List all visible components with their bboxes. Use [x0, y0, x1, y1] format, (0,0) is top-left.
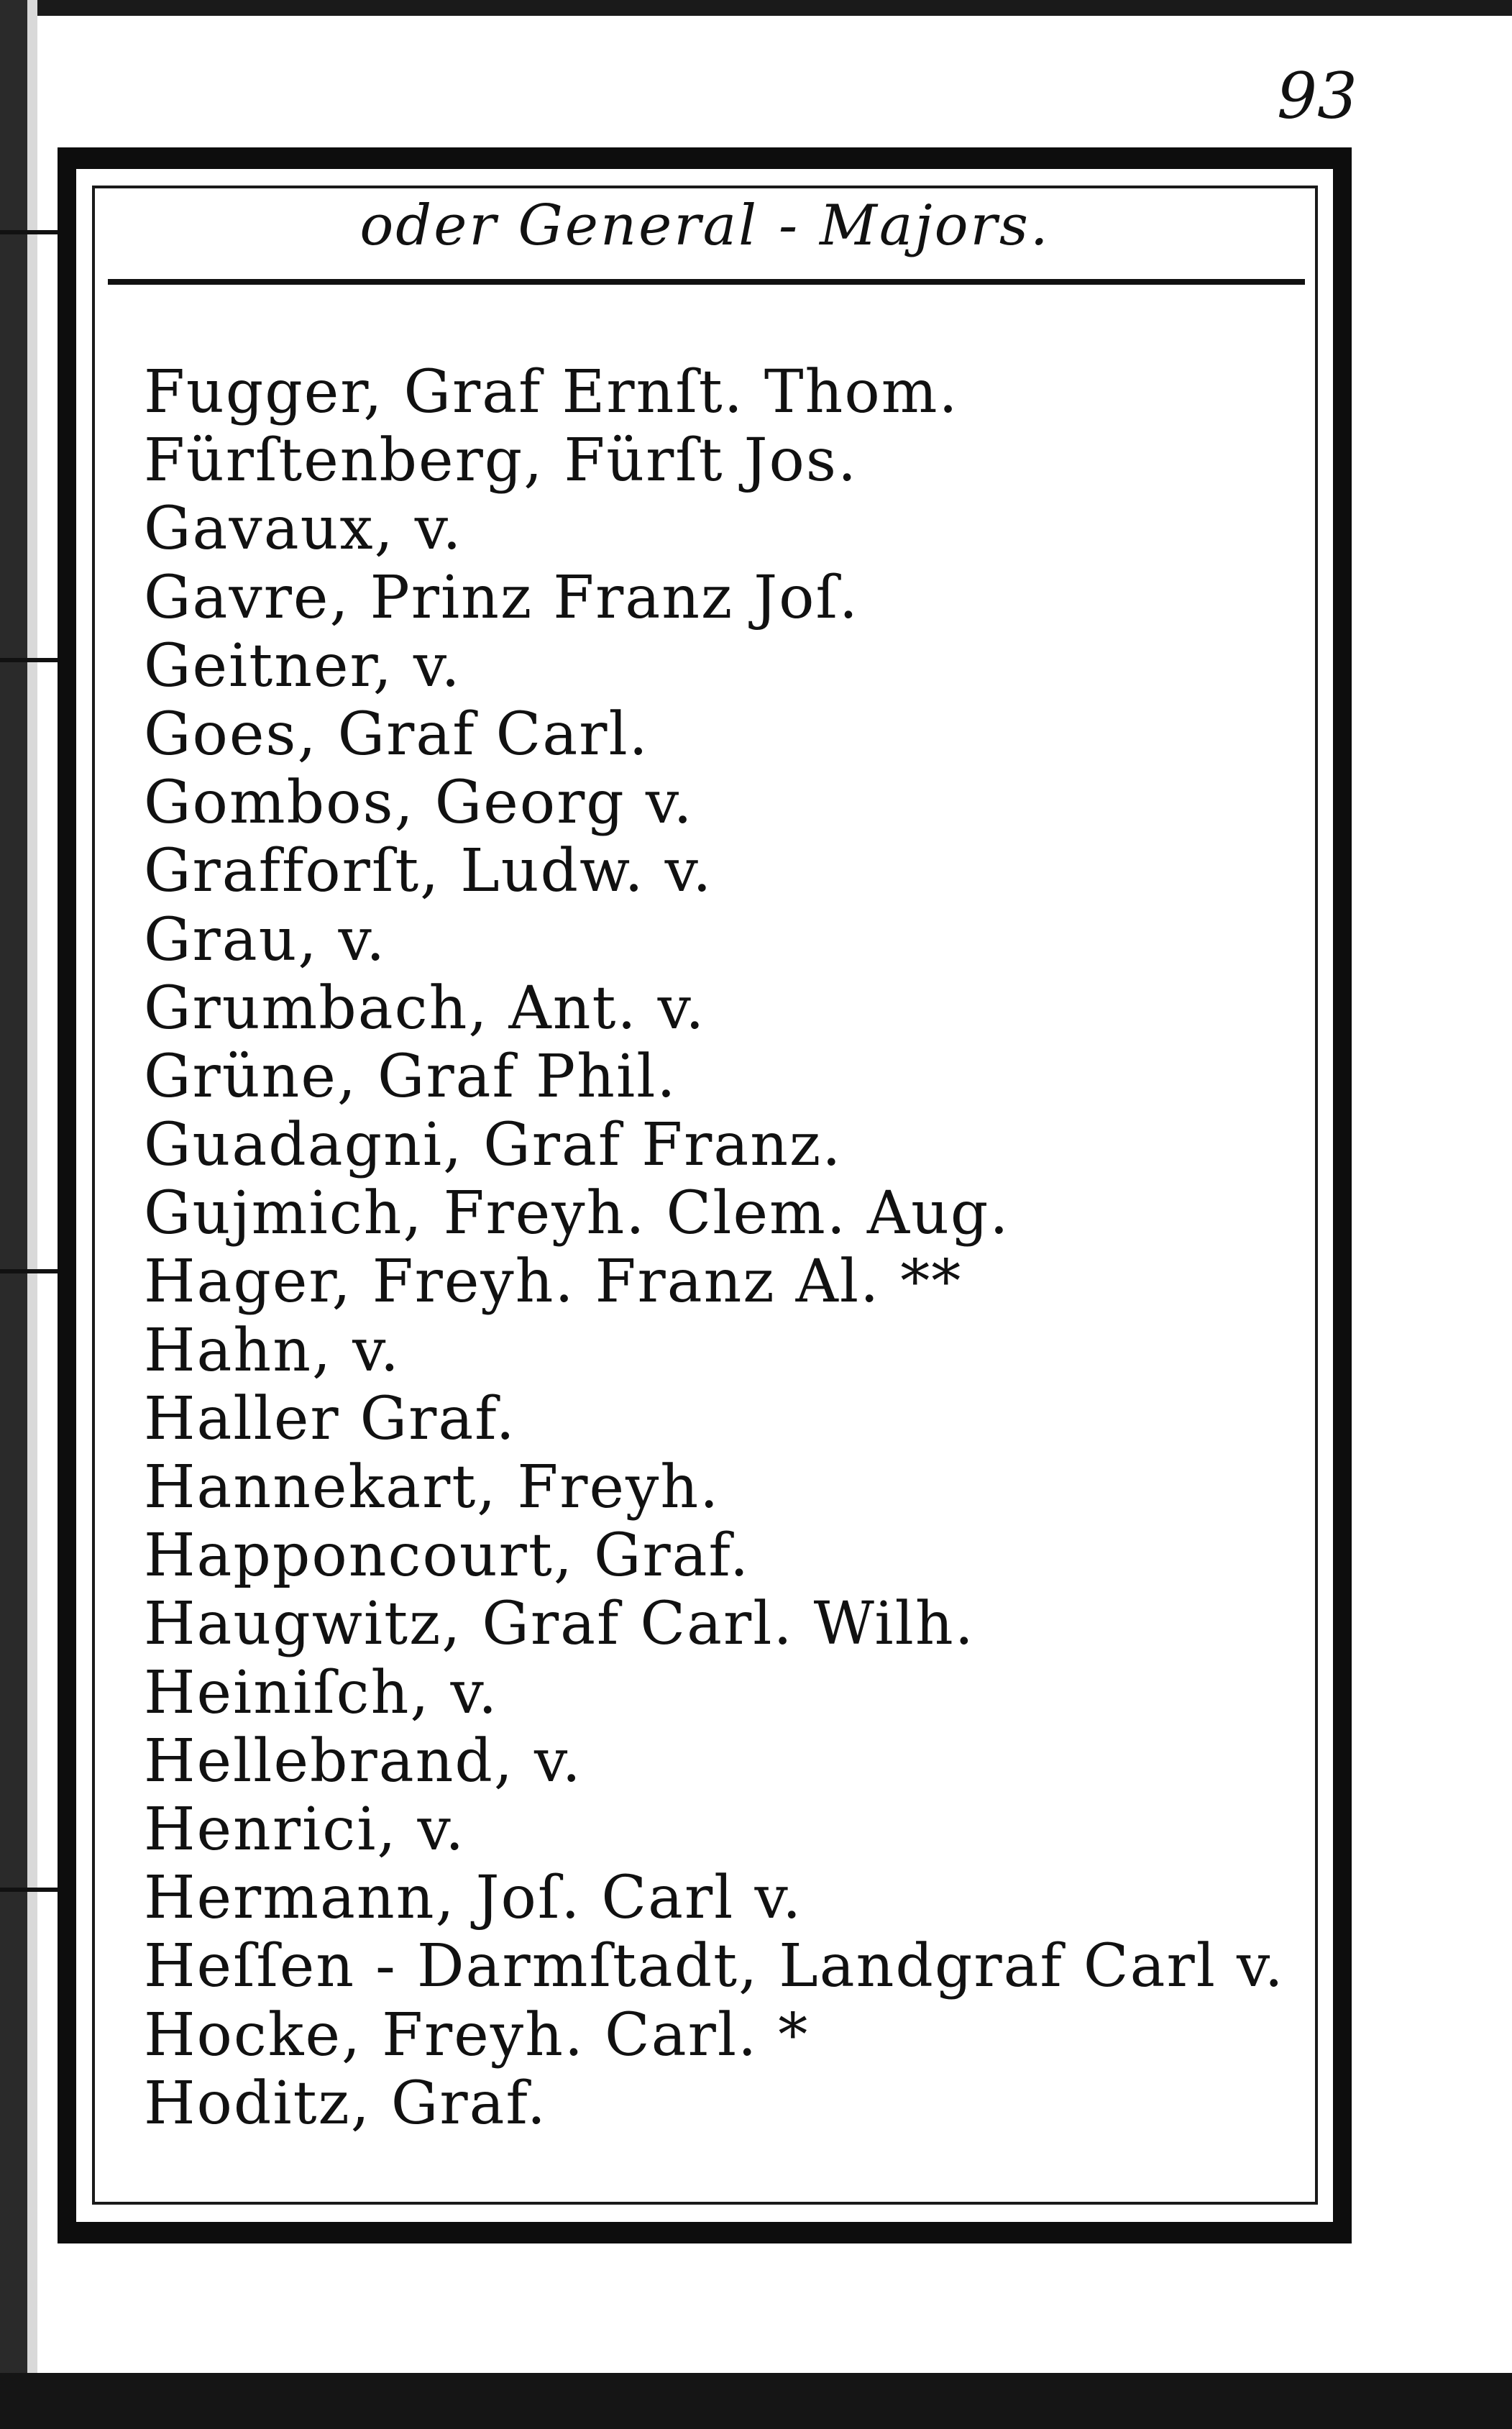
list-item: Grau, v. [144, 905, 387, 974]
list-item: Grafforſt, Ludw. v. [144, 837, 713, 906]
list-item: Grüne, Graf Phil. [144, 1042, 677, 1111]
list-item: Heiniſch, v. [144, 1658, 499, 1727]
list-item: Hager, Freyh. Franz Al. ** [144, 1248, 963, 1317]
list-item: Hannekart, Freyh. [144, 1453, 720, 1522]
list-item: Hahn, v. [144, 1316, 400, 1385]
scan-binding-edge [0, 0, 27, 2429]
scan-top-edge [0, 0, 1512, 16]
list-item: Gavre, Prinz Franz Joſ. [144, 563, 859, 632]
margin-mark [0, 658, 58, 662]
list-item: Goes, Graf Carl. [144, 700, 649, 769]
scan-bottom-edge [0, 2373, 1512, 2429]
bottom-border-rule [58, 2229, 1352, 2242]
list-item: Hoditz, Graf. [144, 2069, 547, 2138]
list-item: Henrici, v. [144, 1795, 466, 1864]
page-number: 93 [1277, 59, 1357, 133]
list-item: Haller Graf. [144, 1384, 516, 1453]
list-item: Gavaux, v. [144, 495, 463, 564]
officer-list [144, 358, 1309, 2138]
list-item: Hellebrand, v. [144, 1726, 582, 1796]
page-header: oder General - Majors. [359, 193, 1050, 258]
margin-mark [0, 1888, 58, 1892]
list-item: Heſſen - Darmſtadt, Landgraf Carl v. [144, 1932, 1285, 2001]
list-item: Hocke, Freyh. Carl. * [144, 2000, 810, 2069]
list-item: Haugwitz, Graf Carl. Wilh. [144, 1590, 975, 1659]
list-item: Hermann, Joſ. Carl v. [144, 1864, 803, 1933]
list-item: Happoncourt, Graf. [144, 1522, 751, 1591]
list-item: Gombos, Georg v. [144, 769, 694, 838]
list-item: Gujmich, Freyh. Clem. Aug. [144, 1179, 1010, 1248]
list-item: Fürſtenberg, Fürſt Jos. [144, 426, 858, 495]
list-item: Grumbach, Ant. v. [144, 974, 706, 1043]
margin-mark [0, 1269, 58, 1273]
list-item: Fugger, Graf Ernſt. Thom. [144, 358, 959, 426]
margin-mark [0, 230, 58, 234]
list-item: Geitner, v. [144, 631, 462, 700]
header-divider [108, 279, 1305, 285]
list-item: Guadagni, Graf Franz. [144, 1111, 843, 1180]
scan-binding-gutter [27, 0, 37, 2429]
